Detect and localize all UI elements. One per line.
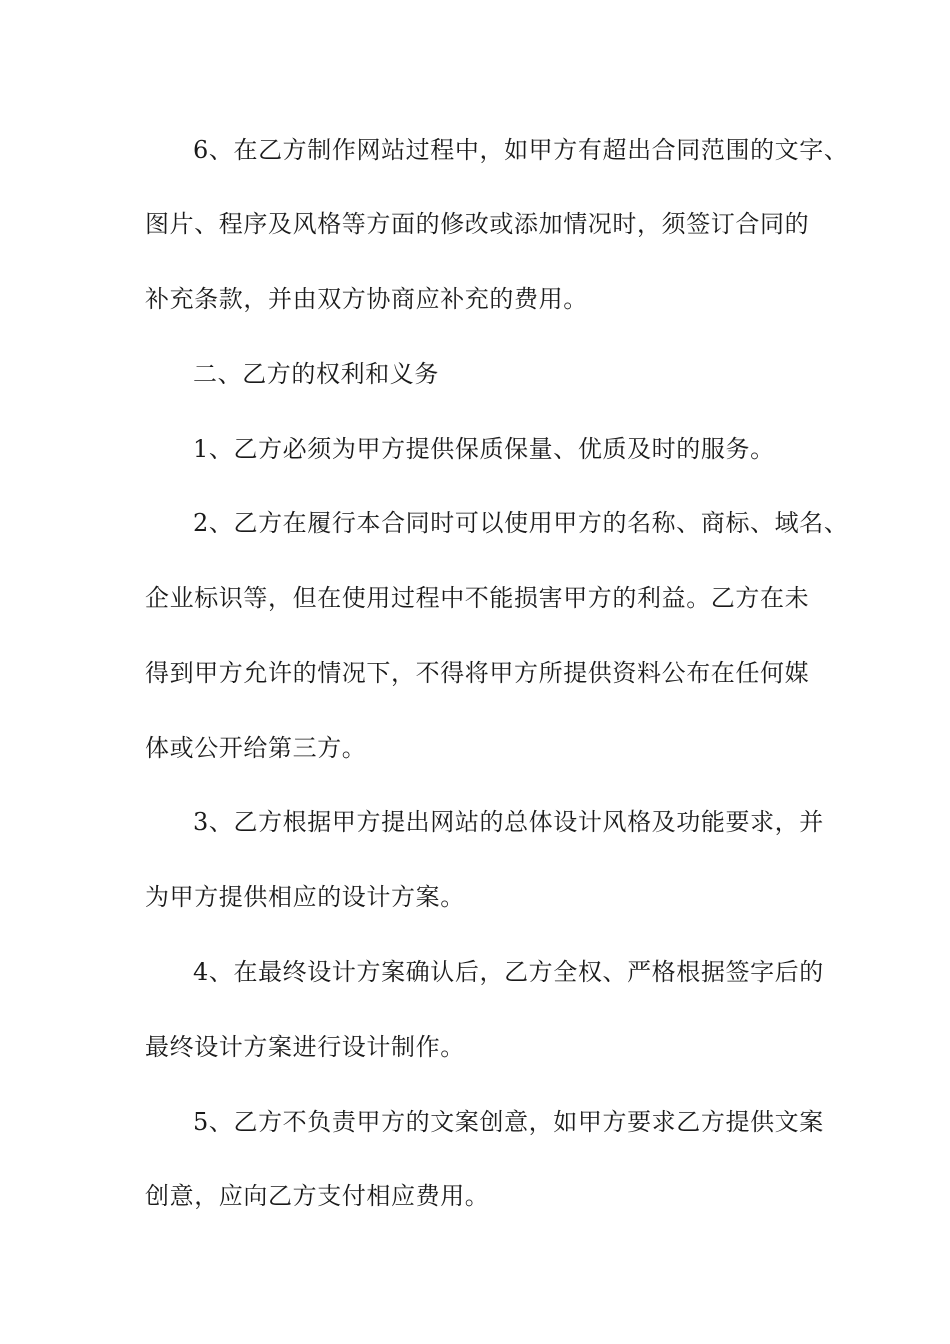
paragraph-b1-line-1: 1、乙方必须为甲方提供保质保量、优质及时的服务。 — [193, 435, 775, 463]
paragraph-b2-line-4: 体或公开给第三方。 — [145, 734, 367, 762]
paragraph-6-line-1: 6、在乙方制作网站过程中，如甲方有超出合同范围的文字、 — [193, 136, 849, 164]
paragraph-b4-line-2: 最终设计方案进行设计制作。 — [145, 1033, 465, 1061]
paragraph-b3-line-2: 为甲方提供相应的设计方案。 — [145, 883, 465, 911]
paragraph-b2-line-1: 2、乙方在履行本合同时可以使用甲方的名称、商标、域名、 — [193, 509, 849, 537]
paragraph-6-line-2: 图片、程序及风格等方面的修改或添加情况时，须签订合同的 — [145, 210, 810, 238]
paragraph-b5-line-1: 5、乙方不负责甲方的文案创意，如甲方要求乙方提供文案 — [193, 1108, 824, 1136]
section-heading-party-b: 二、乙方的权利和义务 — [193, 360, 439, 388]
paragraph-b4-line-1: 4、在最终设计方案确认后，乙方全权、严格根据签字后的 — [193, 958, 824, 986]
paragraph-b3-line-1: 3、乙方根据甲方提出网站的总体设计风格及功能要求，并 — [193, 808, 824, 836]
paragraph-b2-line-3: 得到甲方允许的情况下，不得将甲方所提供资料公布在任何媒 — [145, 659, 810, 687]
paragraph-b2-line-2: 企业标识等，但在使用过程中不能损害甲方的利益。乙方在未 — [145, 584, 810, 612]
paragraph-6-line-3: 补充条款，并由双方协商应补充的费用。 — [145, 285, 588, 313]
paragraph-b5-line-2: 创意，应向乙方支付相应费用。 — [145, 1182, 490, 1210]
